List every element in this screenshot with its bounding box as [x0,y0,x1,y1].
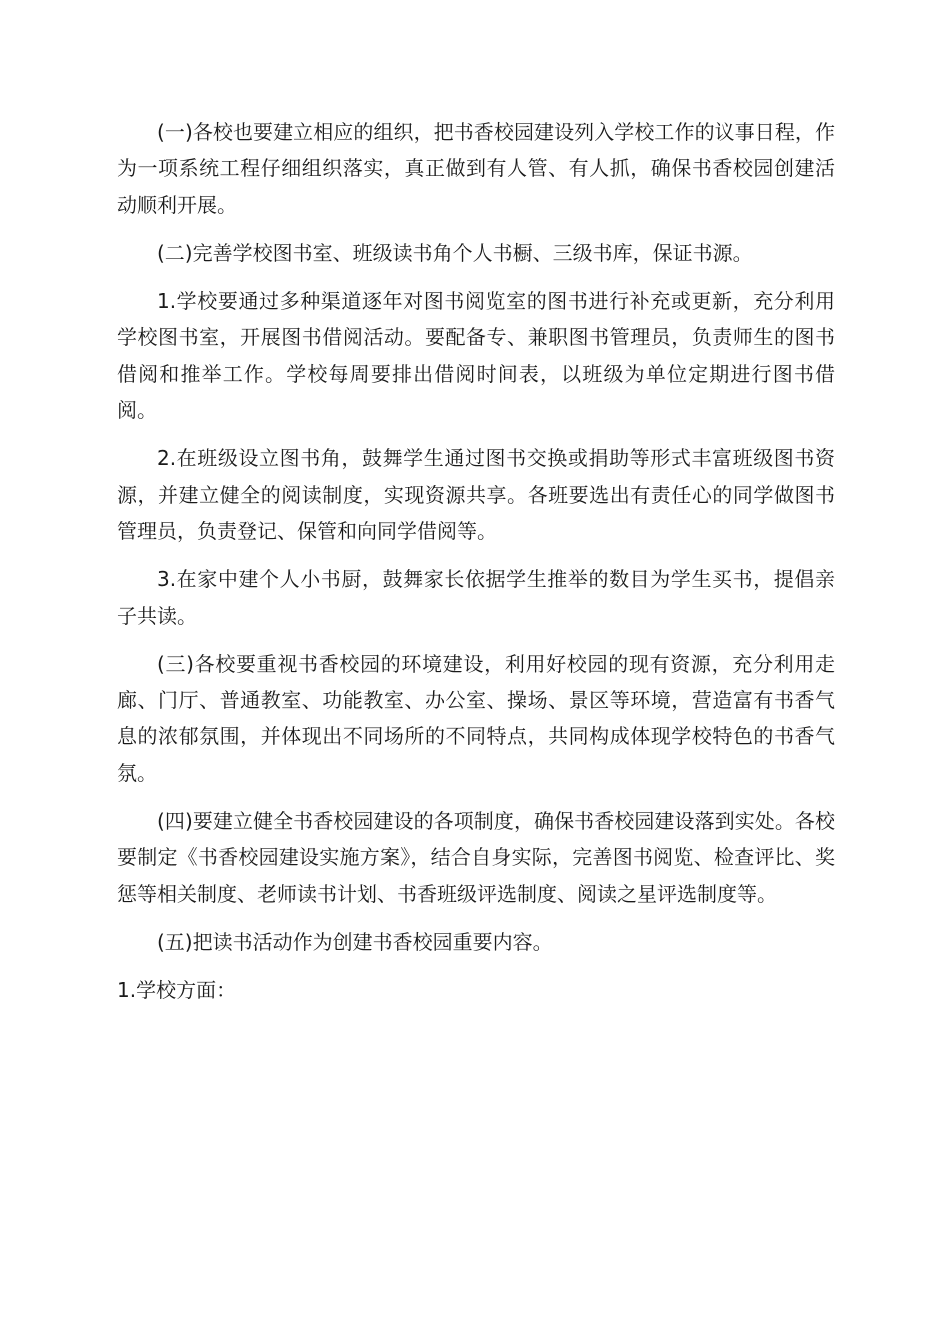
paragraph-reading-activities: (五)把读书活动作为创建书香校园重要内容。 [157,929,553,954]
paragraph-school-library: 1.学校要通过多种渠道逐年对图书阅览室的图书进行补充或更新，充分利用学校图书室，开展图书借阅活动。要配备专、兼职图书管理员，负责师生的图书借阅和推举工作。学校每周要排出借阅时间表，以班级为单位定期进行图书借阅。 [117,289,835,423]
paragraph-school-aspect: 1.学校方面： [117,978,237,1003]
paragraph-regulations: (四)要建立健全书香校园建设的各项制度，确保书香校园建设落到实处。各校要制定《书香校园建设实施方案》，结合自身实际，完善图书阅览、检查评比、奖惩等相关制度、老师读书计划、书香班级评选制度、阅读之星评选制度等。 [117,809,835,906]
paragraph-home-bookshelf: 3.在家中建个人小书厨，鼓舞家长依据学生推举的数目为学生买书，提倡亲子共读。 [117,567,835,628]
paragraph-class-book-corner: 2.在班级设立图书角，鼓舞学生通过图书交换或捐助等形式丰富班级图书资源，并建立健全的阅读制度，实现资源共享。各班要选出有责任心的同学做图书管理员，负责登记、保管和向同学借阅等。 [117,446,835,543]
document-body [117,114,835,1021]
paragraph-library-improvement: (二)完善学校图书室、班级读书角个人书橱、三级书库，保证书源。 [157,240,753,265]
paragraph-environment: (三)各校要重视书香校园的环境建设，利用好校园的现有资源，充分利用走廊、门厅、普通教室、功能教室、办公室、操场、景区等环境，营造富有书香气息的浓郁氛围，并体现出不同场所的不同特点，共同构成体现学校特色的书香气氛。 [117,651,835,785]
paragraph-organization: (一)各校也要建立相应的组织，把书香校园建设列入学校工作的议事日程，作为一项系统工程仔细组织落实，真正做到有人管、有人抓，确保书香校园创建活动顺利开展。 [117,120,835,217]
